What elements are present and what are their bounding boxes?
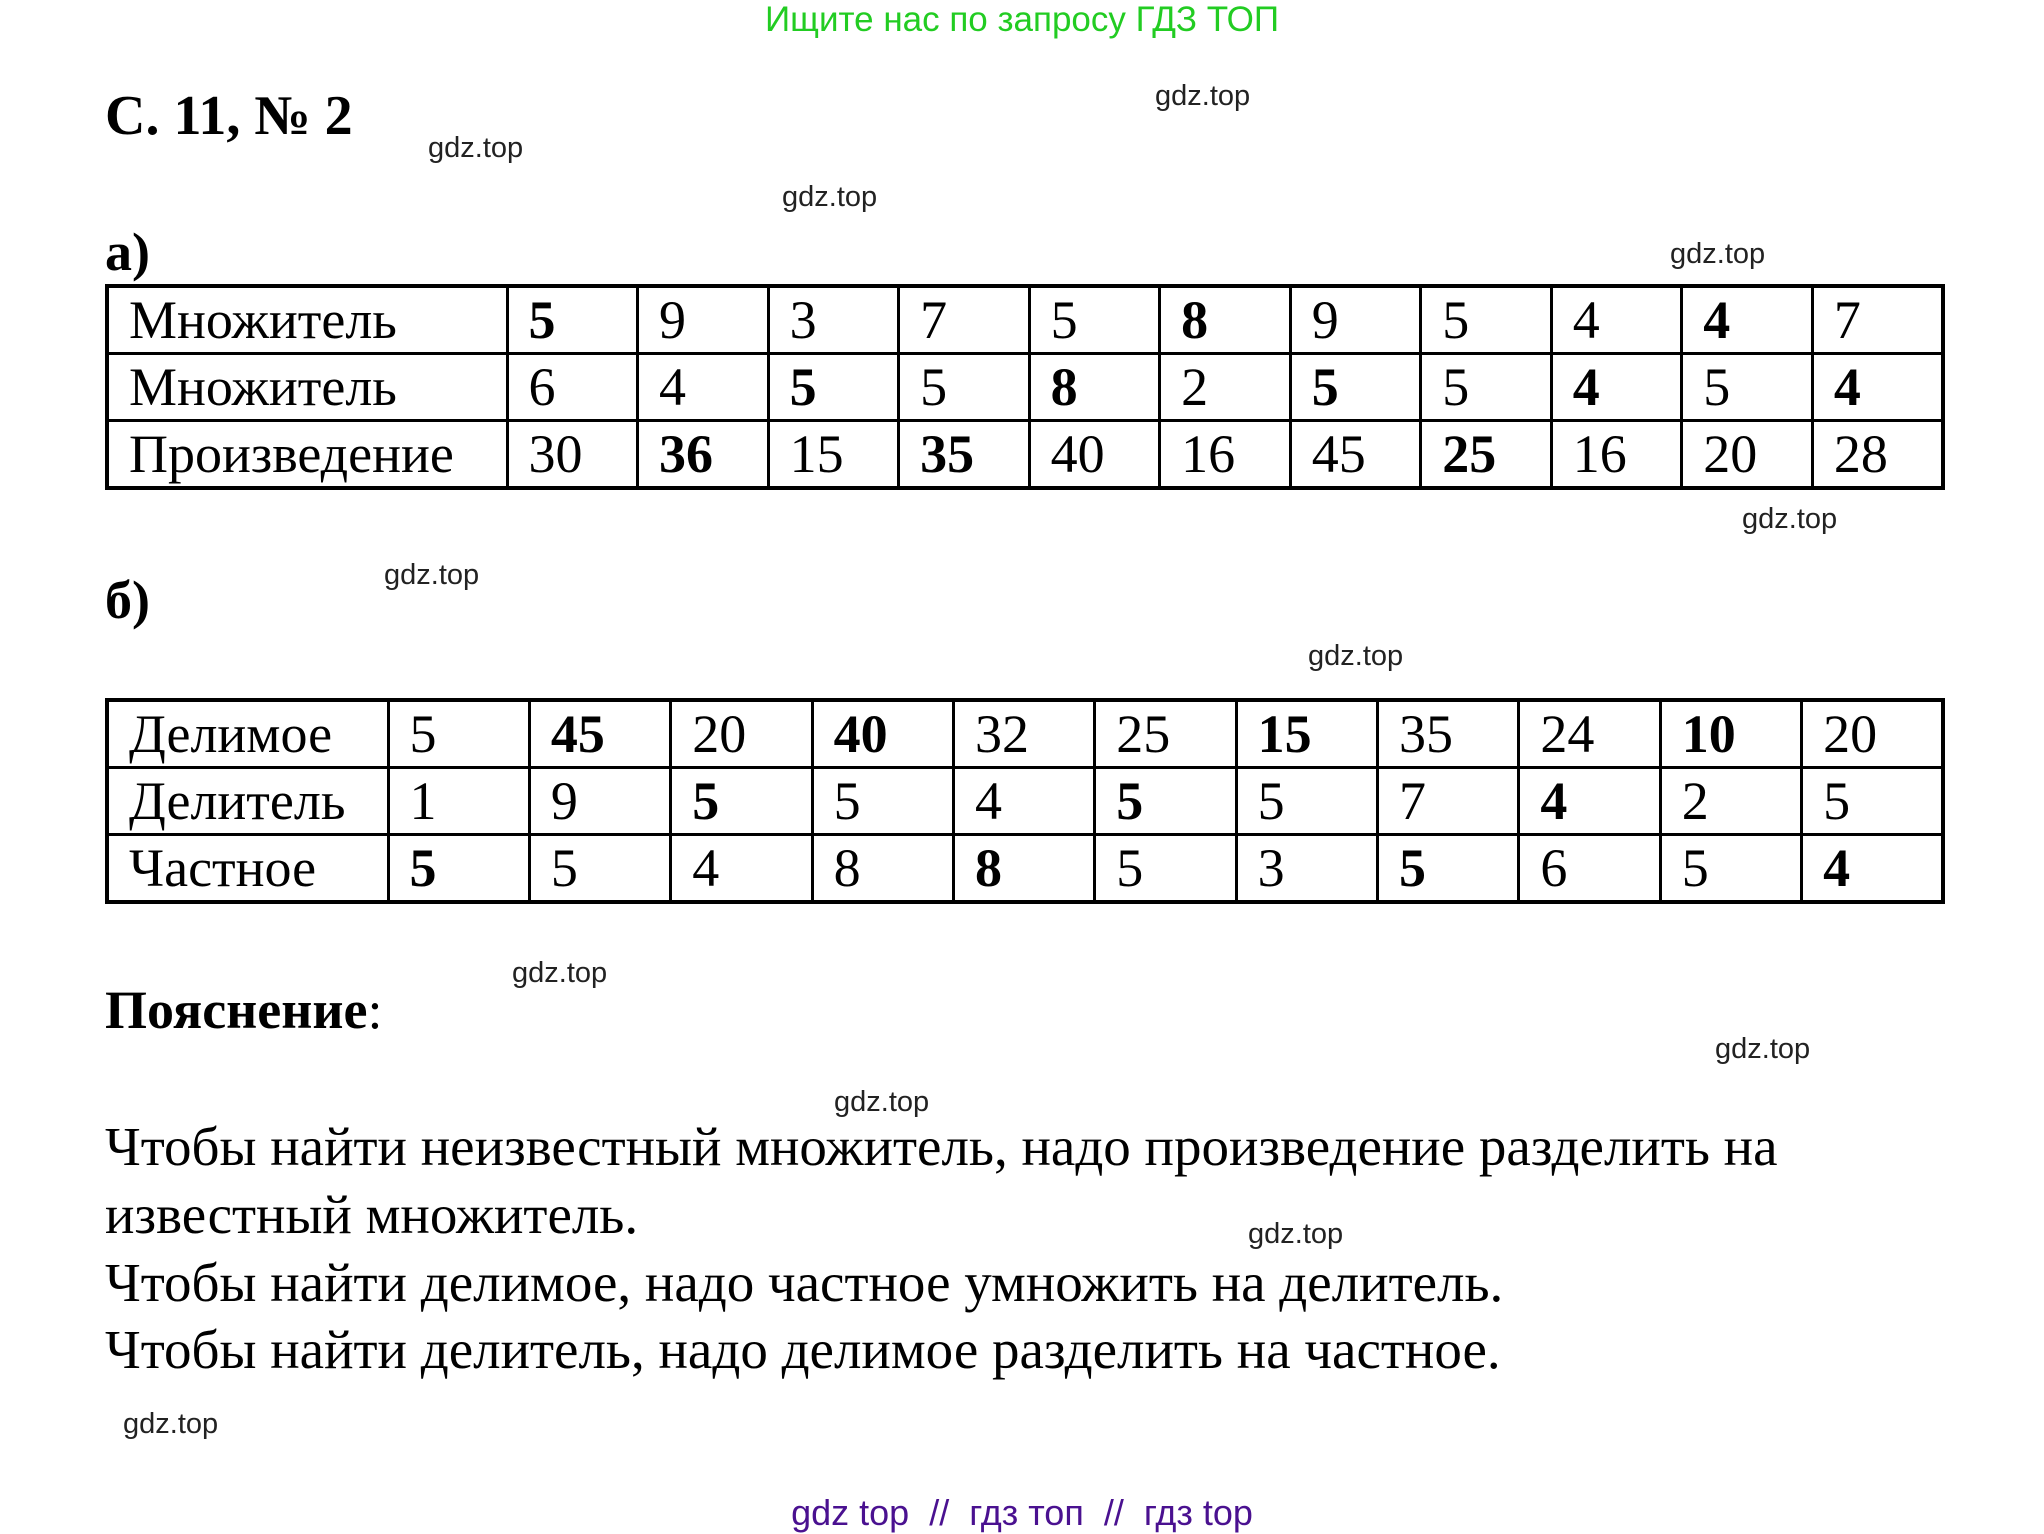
table-cell: 2 xyxy=(1660,768,1801,835)
part-a-label: а) xyxy=(105,222,150,282)
table-cell-answer: 8 xyxy=(1029,354,1160,421)
watermark: gdz.top xyxy=(1715,1033,1811,1065)
row-header: Множитель xyxy=(107,354,507,421)
table-cell-answer: 10 xyxy=(1660,700,1801,768)
table-cell: 5 xyxy=(1802,768,1943,835)
table-cell-answer: 8 xyxy=(1160,286,1291,354)
table-cell: 45 xyxy=(1290,421,1421,489)
table-cell: 16 xyxy=(1160,421,1291,489)
watermark: gdz.top xyxy=(1670,238,1766,270)
watermark: gdz.top xyxy=(428,132,524,164)
division-table xyxy=(105,698,1945,904)
table-cell: 1 xyxy=(388,768,529,835)
explanation-colon: : xyxy=(367,980,383,1040)
table-row xyxy=(107,286,1943,354)
table-cell-answer: 4 xyxy=(1551,354,1682,421)
table-cell-answer: 15 xyxy=(1236,700,1377,768)
table-cell-answer: 4 xyxy=(1812,354,1943,421)
table-cell: 5 xyxy=(899,354,1030,421)
table-cell: 5 xyxy=(1421,354,1552,421)
table-cell-answer: 45 xyxy=(529,700,670,768)
table-cell: 24 xyxy=(1519,700,1660,768)
watermark: gdz.top xyxy=(384,559,480,591)
table-cell: 6 xyxy=(507,354,638,421)
table-cell: 5 xyxy=(1236,768,1377,835)
table-cell: 4 xyxy=(638,354,769,421)
table-cell-answer: 5 xyxy=(388,835,529,903)
table-cell: 20 xyxy=(1682,421,1813,489)
table-cell-answer: 4 xyxy=(1802,835,1943,903)
table-cell: 9 xyxy=(529,768,670,835)
table-cell: 15 xyxy=(768,421,899,489)
table-cell-answer: 4 xyxy=(1519,768,1660,835)
table-cell: 4 xyxy=(953,768,1094,835)
multiplication-table xyxy=(105,284,1945,490)
watermark: gdz.top xyxy=(123,1408,219,1440)
table-cell-answer: 36 xyxy=(638,421,769,489)
table-row xyxy=(107,768,1943,835)
table-cell: 28 xyxy=(1812,421,1943,489)
watermark: gdz.top xyxy=(834,1086,930,1118)
explanation-line: известный множитель. xyxy=(105,1184,639,1245)
watermark: gdz.top xyxy=(1308,640,1404,672)
footer-links[interactable]: gdz top // гдз топ // гдз top xyxy=(791,1492,1253,1533)
explanation-line: Чтобы найти делимое, надо частное умножить на делитель. xyxy=(105,1252,1504,1313)
table-cell: 3 xyxy=(768,286,899,354)
table-row xyxy=(107,700,1943,768)
table-cell-answer: 8 xyxy=(953,835,1094,903)
table-cell: 9 xyxy=(638,286,769,354)
table-cell: 5 xyxy=(1682,354,1813,421)
table-row xyxy=(107,835,1943,903)
table-cell: 7 xyxy=(1378,768,1519,835)
table-cell-answer: 25 xyxy=(1421,421,1552,489)
table-cell: 2 xyxy=(1160,354,1291,421)
table-cell: 8 xyxy=(812,835,953,903)
table-cell: 32 xyxy=(953,700,1094,768)
table-cell: 35 xyxy=(1378,700,1519,768)
table-cell-answer: 35 xyxy=(899,421,1030,489)
table-cell: 6 xyxy=(1519,835,1660,903)
table-cell-answer: 40 xyxy=(812,700,953,768)
table-cell: 40 xyxy=(1029,421,1160,489)
table-cell: 5 xyxy=(388,700,529,768)
watermark: gdz.top xyxy=(1742,503,1838,535)
table-cell: 5 xyxy=(812,768,953,835)
row-header: Делитель xyxy=(107,768,388,835)
table-cell: 25 xyxy=(1095,700,1236,768)
table-cell: 20 xyxy=(1802,700,1943,768)
table-cell: 5 xyxy=(1029,286,1160,354)
explanation-line: Чтобы найти неизвестный множитель, надо произведение разделить на xyxy=(105,1116,1778,1177)
watermark: gdz.top xyxy=(1248,1218,1344,1250)
table-cell: 5 xyxy=(1421,286,1552,354)
table-cell-answer: 5 xyxy=(507,286,638,354)
table-cell: 4 xyxy=(1551,286,1682,354)
table-cell: 9 xyxy=(1290,286,1421,354)
watermark: gdz.top xyxy=(512,957,608,989)
page-title: С. 11, № 2 xyxy=(105,85,353,147)
watermark: gdz.top xyxy=(782,181,878,213)
explanation-heading xyxy=(105,978,382,1042)
table-cell-answer: 5 xyxy=(671,768,812,835)
row-header: Множитель xyxy=(107,286,507,354)
table-cell: 5 xyxy=(1095,835,1236,903)
table-cell: 7 xyxy=(899,286,1030,354)
part-b-label: б) xyxy=(105,570,150,630)
row-header: Делимое xyxy=(107,700,388,768)
row-header: Частное xyxy=(107,835,388,903)
table-row xyxy=(107,421,1943,489)
table-cell: 20 xyxy=(671,700,812,768)
search-banner: Ищите нас по запросу ГДЗ ТОП xyxy=(765,0,1279,39)
table-cell-answer: 5 xyxy=(768,354,899,421)
watermark: gdz.top xyxy=(1155,80,1251,112)
row-header: Произведение xyxy=(107,421,507,489)
table-cell: 3 xyxy=(1236,835,1377,903)
table-cell-answer: 5 xyxy=(1095,768,1236,835)
table-cell-answer: 4 xyxy=(1682,286,1813,354)
table-row xyxy=(107,354,1943,421)
explanation-line: Чтобы найти делитель, надо делимое разделить на частное. xyxy=(105,1319,1501,1380)
table-cell-answer: 5 xyxy=(1378,835,1519,903)
table-cell: 4 xyxy=(671,835,812,903)
table-cell: 16 xyxy=(1551,421,1682,489)
table-cell: 5 xyxy=(1660,835,1801,903)
table-cell: 30 xyxy=(507,421,638,489)
explanation-heading-text: Пояснение xyxy=(105,980,368,1040)
table-cell: 5 xyxy=(529,835,670,903)
table-cell-answer: 5 xyxy=(1290,354,1421,421)
table-cell: 7 xyxy=(1812,286,1943,354)
